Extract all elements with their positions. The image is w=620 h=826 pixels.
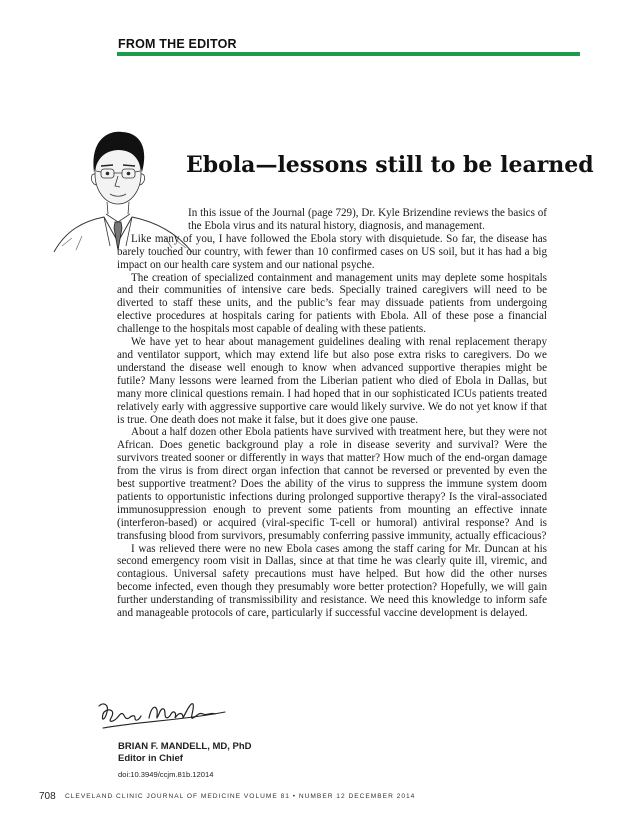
body-paragraph: Like many of you, I have followed the Ebola story with disquietude. So far, the disease has barely touched our country, with fewer than 10 confirmed cases on US soil, but it has had a big impact on our health care system and our national psyche. [117, 232, 547, 271]
section-divider [117, 52, 580, 56]
author-title: Editor in Chief [118, 753, 183, 764]
handwritten-signature [95, 698, 235, 734]
body-paragraph: About a half dozen other Ebola patients have survived with treatment here, but they were not African. Does genetic background play a role in disease severity and survival? Were the survivors treated sooner or differently in ways that matter? How much of the end-organ damage from the virus is from direct organ infection that cannot be reversed or prevented by even the best supportive treatment? Does the ability of the virus to suppress the immune system doom patients to opportunistic infections during prolonged supportive therapy? Is the viral-associated immunosuppression enough to prevent some patients from mounting an effective innate (interferon-based) or acquired (viral-specific T-cell or humoral) antiviral response? And is transfusing blood from survivors, presumably conferring passive immunity, actually efficacious? [117, 426, 547, 542]
author-name: BRIAN F. MANDELL, MD, PhD [118, 741, 252, 752]
page-number: 708 [39, 791, 56, 802]
journal-footer: CLEVELAND CLINIC JOURNAL OF MEDICINE VOLUME 81 • NUMBER 12 DECEMBER 2014 [65, 793, 416, 800]
article-body [117, 207, 547, 620]
doi-link[interactable]: doi:10.3949/ccjm.81b.12014 [118, 770, 214, 779]
body-paragraph: I was relieved there were no new Ebola cases among the staff caring for Mr. Duncan at his second emergency room visit in Dallas, since at that time he was clearly quite ill, viremic, and contagious. Universal safety precautions must have helped. But how did the other nurses become infected, even though they presumably wore better protection? Hopefully, we will gain further understanding of transmissibility and resistance. We need this knowledge to inform safe and manageable protocols of care, particularly if successful vaccine development is delayed. [117, 542, 547, 620]
intro-paragraph: In this issue of the Journal (page 729), Dr. Kyle Brizendine reviews the basics of the Ebola virus and its natural history, diagnosis, and management. [188, 207, 547, 232]
article-title: Ebola—lessons still to be learned [186, 152, 594, 178]
body-paragraph: We have yet to hear about management guidelines dealing with renal replacement therapy and ventilator support, which may extend life but also pose extra risks to caregivers. Do we understand the disease well enough to know when advanced supportive therapies might be futile? Many lessons were learned from the Liberian patient who died of Ebola in Dallas, but many more clinical questions remain. I had hoped that in our sophisticated ICUs patients treated relatively early with aggressive supportive care would likely survive. We do not yet know if that is true. One death does not make it false, but it does give one pause. [117, 336, 547, 426]
body-paragraph: The creation of specialized containment and management units may deplete some hospitals and their communities of intensive care beds. Specially trained caregivers will need to be diverted to staff these units, and the public’s fear may dissuade patients from undergoing elective procedures at hospitals caring for patients with Ebola. All of these pose a financial challenge to the hospitals most capable of dealing with these patients. [117, 271, 547, 336]
section-label: FROM THE EDITOR [118, 37, 237, 51]
